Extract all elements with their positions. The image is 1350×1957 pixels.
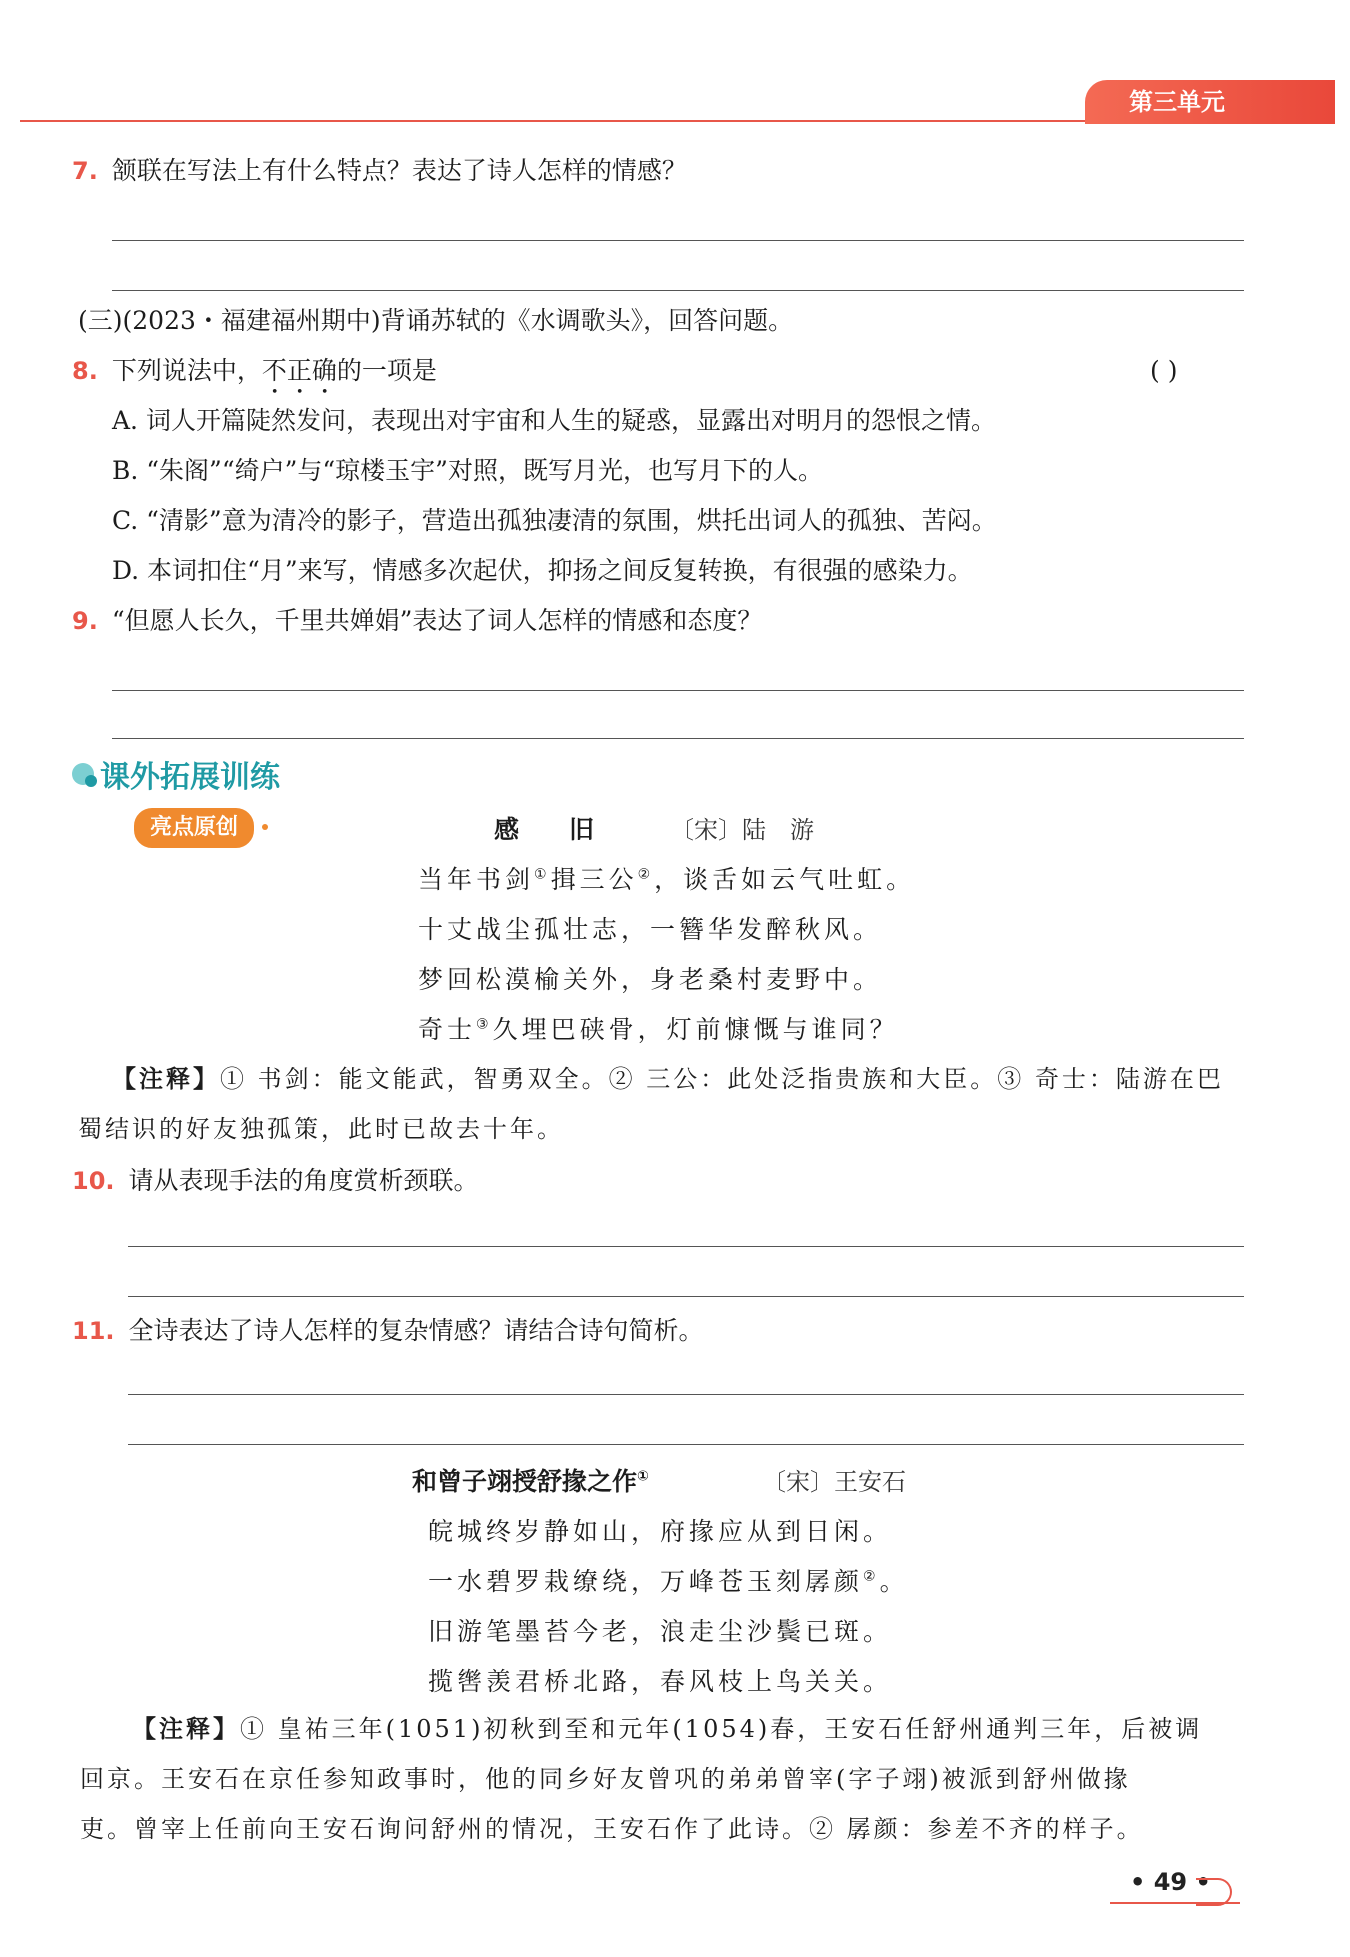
question-text: 全诗表达了诗人怎样的复杂情感？请结合诗句简析。 (128, 1316, 704, 1345)
question-text: 下列说法中， (111, 356, 262, 385)
section-bullet-icon (72, 763, 94, 785)
footnote-ref: ② (637, 866, 655, 883)
note-label: 【注释】 (132, 1715, 240, 1743)
poem-1-note-cont: 蜀结识的好友独孤策，此时已故去十年。 (78, 1115, 564, 1143)
question-number: 10. (72, 1167, 115, 1195)
poem-1-line-1: 当年书剑①揖三公②，谈舌如云气吐虹。 (418, 865, 916, 894)
unit-tab: 第三单元 (1085, 80, 1335, 124)
footnote-ref: ① (637, 1468, 649, 1485)
poem-2-line-1: 皖城终岁静如山，府掾应从到日闲。 (428, 1517, 893, 1546)
answer-bracket[interactable]: ( ) (1150, 356, 1178, 385)
original-badge: 亮点原创 (134, 808, 254, 848)
poem-1-line-4: 奇士③久埋巴硖骨，灯前慷慨与谁同？ (418, 1015, 899, 1044)
question-11 (72, 1314, 704, 1348)
header-rule (20, 120, 1132, 122)
question-text: 颔联在写法上有什么特点？表达了诗人怎样的情感？ (111, 156, 687, 185)
option-b: B. “朱阁”“绮户”与“琼楼玉宇”对照，既写月光，也写月下的人。 (112, 456, 823, 485)
question-number: 8. (72, 357, 98, 385)
poem-2-note-cont-1: 回京。王安石在京任参知政事时，他的同乡好友曾巩的弟弟曾宰(字子翊)被派到舒州做掾 (80, 1765, 1131, 1793)
answer-line[interactable] (128, 1246, 1244, 1247)
poem-2-line-3: 旧游笔墨苔今老，浪走尘沙鬓已斑。 (428, 1617, 893, 1646)
part-3-intro: (三)(2023・福建福州期中)背诵苏轼的《水调歌头》，回答问题。 (78, 306, 794, 335)
footnote-ref: ② (863, 1568, 880, 1585)
question-8 (72, 354, 437, 400)
question-7 (72, 154, 687, 188)
answer-line[interactable] (128, 1444, 1244, 1445)
footnote-ref: ① (534, 866, 551, 883)
question-10 (72, 1164, 479, 1198)
option-c: C. “清影”意为清冷的影子，营造出孤独凄清的氛围，烘托出词人的孤独、苦闷。 (112, 506, 997, 535)
section-title-text: 课外拓展训练 (100, 760, 280, 795)
poem-2-note: 【注释】① 皇祐三年(1051)初秋到至和元年(1054)春，王安石任舒州通判三年，后被调 (132, 1715, 1203, 1743)
question-number: 7. (72, 157, 98, 185)
answer-line[interactable] (112, 240, 1244, 241)
option-d: D. 本词扣住“月”来写，情感多次起伏，抑扬之间反复转换，有很强的感染力。 (112, 556, 973, 585)
poem-1-title: 感 旧 (494, 815, 595, 844)
page-number-curve-icon (1196, 1878, 1232, 1906)
question-text: 的一项是 (336, 356, 437, 385)
poem-2-note-cont-2: 吏。曾宰上任前向王安石询问舒州的情况，王安石作了此诗。② 孱颜：参差不齐的样子。 (80, 1815, 1144, 1843)
footnote-ref: ③ (476, 1016, 493, 1033)
answer-line[interactable] (112, 690, 1244, 691)
poem-1-line-2: 十丈战尘孤壮志，一簪华发醉秋风。 (418, 915, 883, 944)
option-a: A. 词人开篇陡然发问，表现出对宇宙和人生的疑惑，显露出对明月的怨恨之情。 (112, 406, 996, 435)
section-title (72, 752, 280, 796)
poem-2-line-2: 一水碧罗栽缭绕，万峰苍玉刻孱颜②。 (428, 1567, 909, 1596)
poem-1-note: 【注释】① 书剑：能文能武，智勇双全。② 三公：此处泛指贵族和大臣。③ 奇士：陆游在巴 (112, 1065, 1224, 1093)
poem-1-line-3: 梦回松漠榆关外，身老桑村麦野中。 (418, 965, 883, 994)
note-label: 【注释】 (112, 1065, 220, 1093)
answer-line[interactable] (128, 1296, 1244, 1297)
poem-2-author: 〔宋〕王安石 (762, 1468, 906, 1496)
poem-2-title: 和曾子翊授舒掾之作① (412, 1467, 649, 1496)
question-text: 请从表现手法的角度赏析颈联。 (128, 1166, 479, 1195)
question-number: 9. (72, 607, 98, 635)
poem-1-author: 〔宋〕陆 游 (670, 816, 814, 844)
emphasized-text: 不正确 (261, 356, 337, 385)
badge-dot-icon (262, 824, 268, 830)
question-9 (72, 604, 762, 638)
poem-2-line-4: 揽辔羡君桥北路，春风枝上鸟关关。 (428, 1667, 893, 1696)
answer-line[interactable] (128, 1394, 1244, 1395)
question-text: “但愿人长久，千里共婵娟”表达了词人怎样的情感和态度？ (111, 606, 763, 635)
page-number: • 49 • (1130, 1868, 1211, 1896)
answer-line[interactable] (112, 290, 1244, 291)
question-number: 11. (72, 1317, 115, 1345)
answer-line[interactable] (112, 738, 1244, 739)
